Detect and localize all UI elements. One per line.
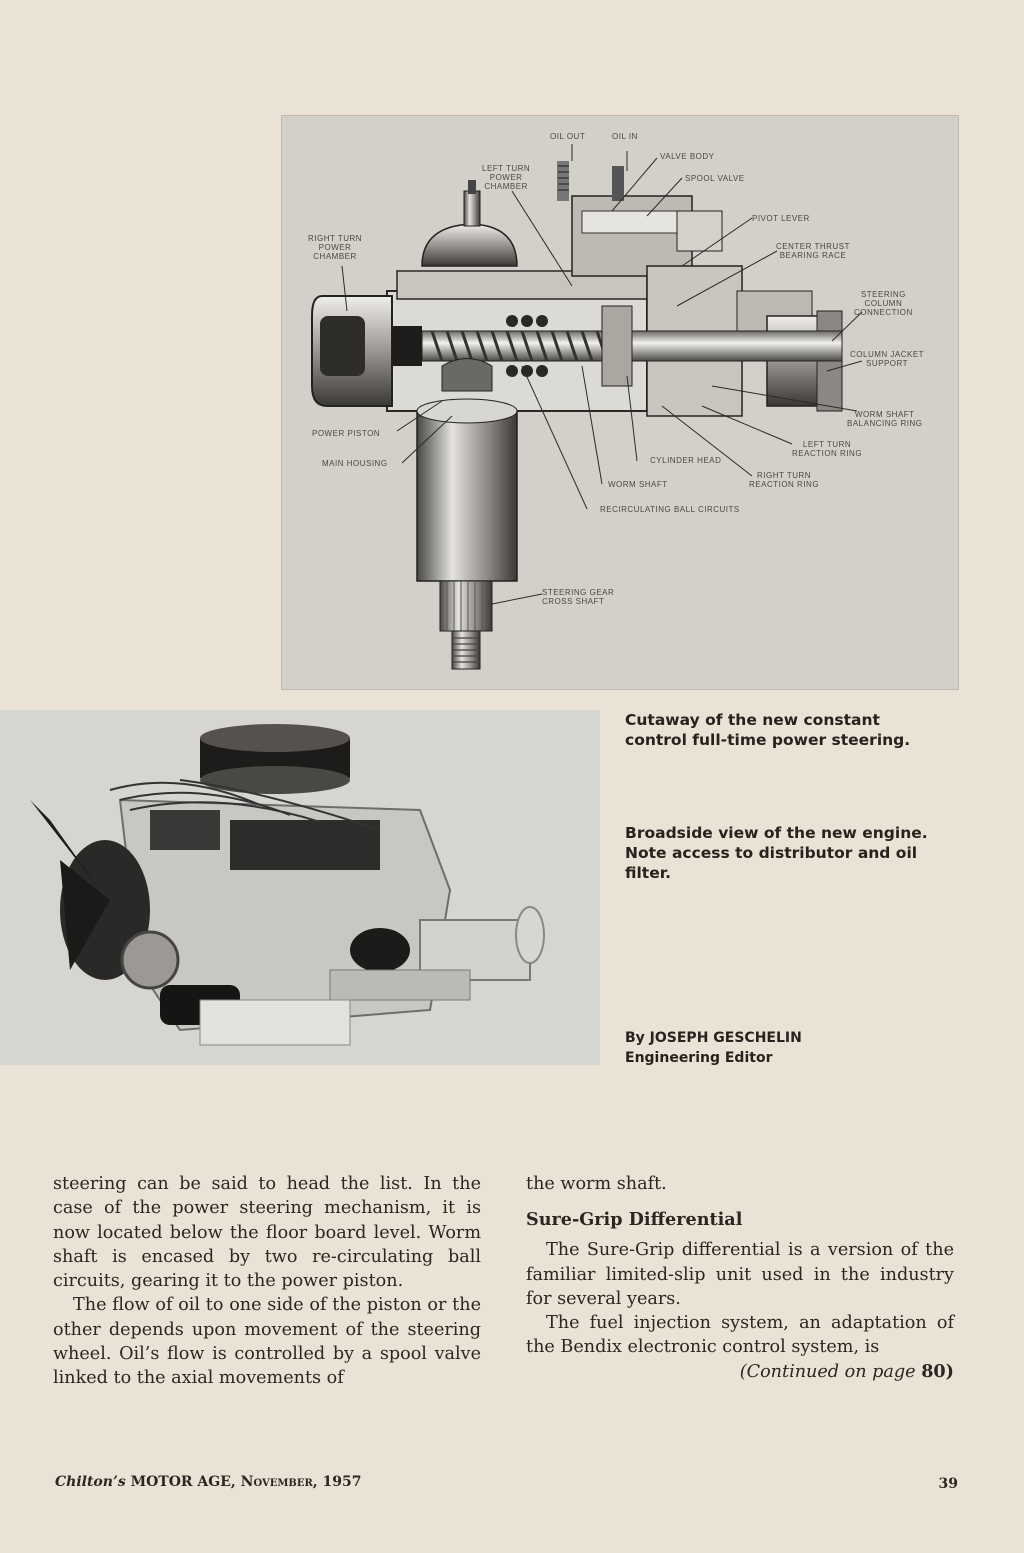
label-spool-valve: SPOOL VALVE [685, 174, 745, 183]
label-right-turn-power-chamber: RIGHT TURN POWER CHAMBER [308, 234, 363, 261]
power-steering-cutaway-figure [281, 115, 959, 690]
paragraph: The fuel injection system, an adaptation of the Bendix electronic control system, is [526, 1313, 954, 1358]
byline [625, 1028, 945, 1068]
continued-note [526, 1360, 954, 1384]
engine-photo-figure [0, 710, 600, 1065]
byline-name: By JOSEPH GESCHELIN [625, 1030, 802, 1046]
label-valve-body: VALVE BODY [660, 152, 715, 161]
label-power-piston: POWER PISTON [312, 429, 381, 438]
cutaway-caption: Cutaway of the new constant control full-time power steering. [625, 711, 911, 749]
label-worm-shaft-balancing-ring: WORM SHAFT BALANCING RING [847, 410, 923, 428]
footer-publisher: Chilton’s [55, 1474, 126, 1490]
label-left-turn-power-chamber: LEFT TURN POWER CHAMBER [482, 164, 531, 191]
label-steering-column-connection: STEERING COLUMN CONNECTION [854, 290, 913, 317]
continued-page: 80) [921, 1360, 954, 1382]
label-pivot-lever: PIVOT LEVER [752, 214, 810, 223]
label-center-thrust-bearing-race: CENTER THRUST BEARING RACE [776, 242, 850, 260]
label-oil-out: OIL OUT [550, 132, 586, 141]
engine-illustration [0, 710, 600, 1065]
paragraph: steering can be said to head the list. In the case of the power steering mechanism, it is now located below the floor board level. Worm shaft is encased by two re-circulating ball circuits, gearing it to the power piston. [53, 1174, 481, 1292]
page-number: 39 [938, 1476, 958, 1492]
label-oil-in: OIL IN [612, 132, 638, 141]
label-left-turn-reaction-ring: LEFT TURN REACTION RING [792, 440, 863, 458]
byline-title: Engineering Editor [625, 1050, 773, 1066]
article-column-1 [53, 1172, 481, 1391]
paragraph: The flow of oil to one side of the piston or the other depends upon movement of the steering wheel. Oil’s flow is controlled by a spool valve linked to the axial movements of [53, 1295, 481, 1389]
footer-publication [55, 1474, 362, 1490]
label-steering-gear-cross-shaft: STEERING GEAR CROSS SHAFT [542, 588, 615, 606]
label-right-turn-reaction-ring: RIGHT TURN REACTION RING [749, 471, 820, 489]
paragraph: The Sure-Grip differential is a version of the familiar limited-slip unit used in the industry for several years. [526, 1240, 954, 1309]
label-column-jacket-support: COLUMN JACKET SUPPORT [850, 350, 925, 368]
article-column-2 [526, 1172, 954, 1384]
label-main-housing: MAIN HOUSING [322, 459, 388, 468]
label-worm-shaft: WORM SHAFT [608, 480, 668, 489]
footer-date: November, 1957 [240, 1474, 362, 1490]
continued-text: (Continued on page [739, 1361, 916, 1382]
cutaway-illustration [282, 116, 958, 689]
footer-magazine: MOTOR AGE, [130, 1474, 236, 1490]
section-heading: Sure-Grip Differential [526, 1209, 743, 1231]
label-cylinder-head: CYLINDER HEAD [650, 456, 722, 465]
label-recirculating-ball-circuits: RECIRCULATING BALL CIRCUITS [600, 505, 740, 514]
paragraph: the worm shaft. [526, 1174, 667, 1194]
page-footer [55, 1474, 958, 1490]
engine-caption: Broadside view of the new engine. Note access to distributor and oil filter. [625, 824, 928, 882]
